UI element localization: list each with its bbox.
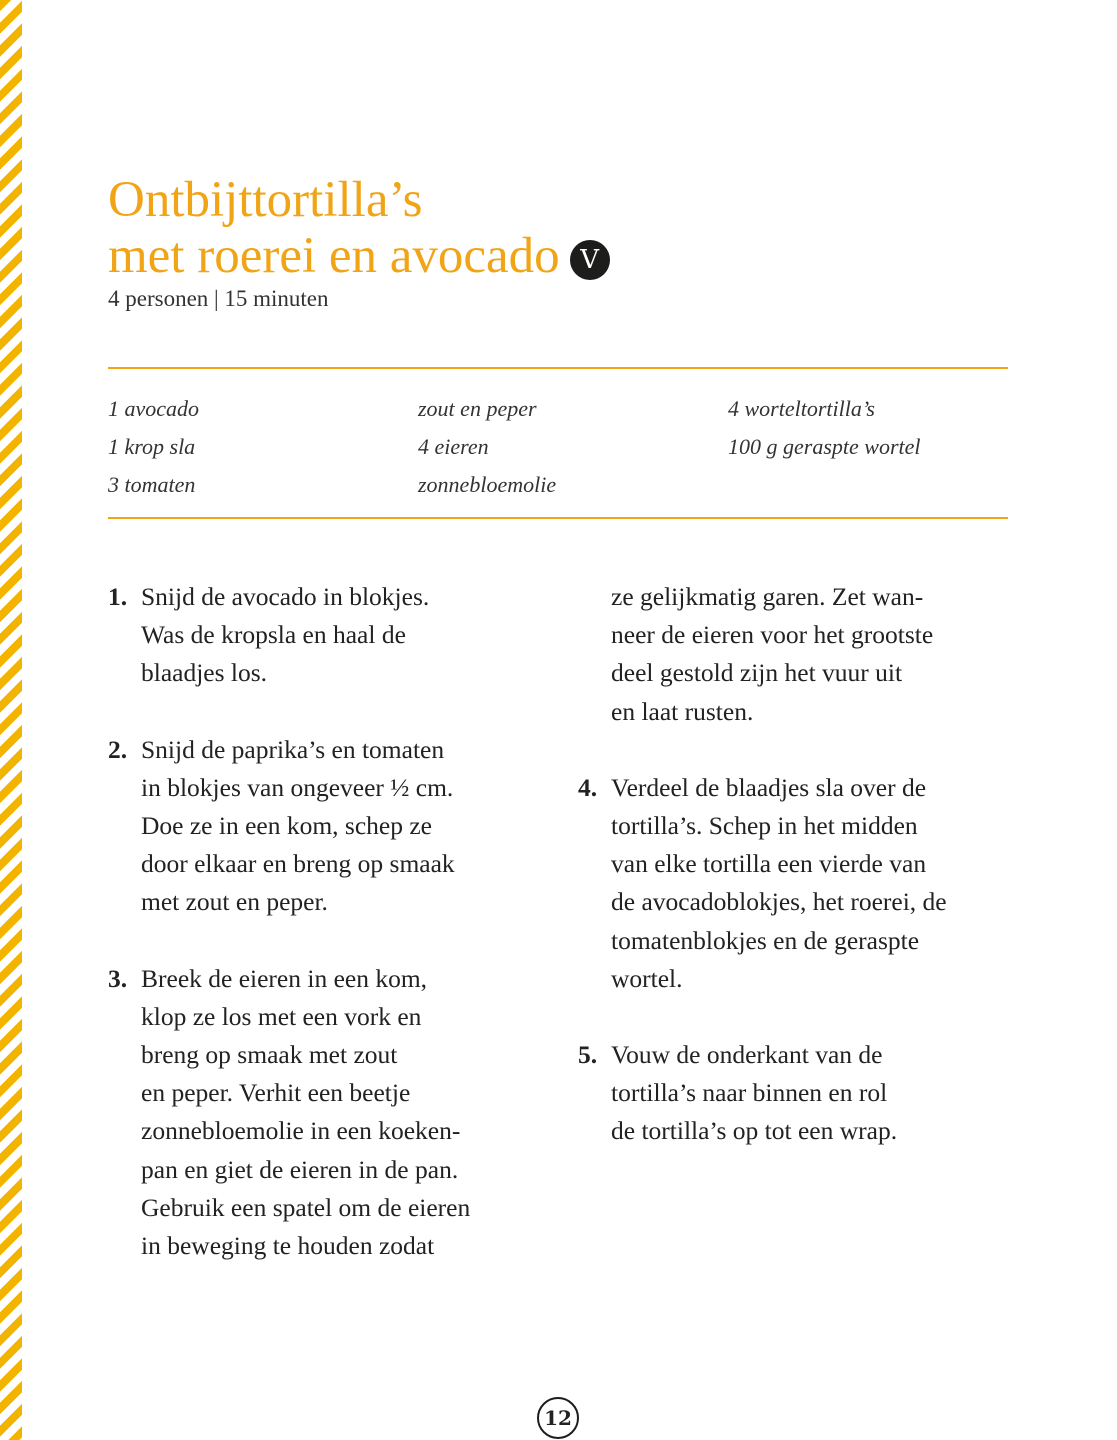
title-line-1: Ontbijttortilla’s bbox=[108, 172, 423, 228]
step-4 bbox=[578, 769, 1018, 998]
title-line-2-text: met roerei en avocado bbox=[108, 228, 560, 284]
step-3-continued bbox=[611, 578, 1018, 731]
ingredient-item: 4 worteltortilla’s bbox=[728, 396, 875, 421]
ingredients-column-1 bbox=[108, 390, 199, 504]
step-line: Snijd de avocado in blokjes. bbox=[141, 582, 430, 611]
step-line: tomatenblokjes en de geraspte bbox=[611, 925, 920, 955]
recipe-title bbox=[108, 172, 1008, 284]
step-line: deel gestold zijn het vuur uit bbox=[611, 658, 903, 688]
step-text bbox=[141, 960, 548, 1266]
step-line: in blokjes van ongeveer ½ cm. bbox=[141, 772, 454, 802]
step-line: Verdeel de blaadjes sla over de bbox=[611, 772, 927, 802]
divider-bottom bbox=[108, 517, 1008, 519]
step-line: breng op smaak met zout bbox=[141, 1040, 398, 1070]
step-number: 2. bbox=[108, 734, 128, 764]
step-text bbox=[141, 731, 548, 922]
step-2 bbox=[108, 731, 548, 922]
step-line: wortel. bbox=[611, 963, 683, 993]
ingredient-item: 4 eieren bbox=[418, 434, 489, 459]
step-line: met zout en peper. bbox=[141, 887, 328, 917]
ingredients-column-3 bbox=[728, 390, 921, 466]
step-text bbox=[611, 769, 1018, 998]
ingredient-item: zout en peper bbox=[418, 396, 537, 421]
ingredient-item: 1 avocado bbox=[108, 396, 200, 421]
step-line: door elkaar en breng op smaak bbox=[141, 849, 455, 879]
step-line: in beweging te houden zodat bbox=[141, 1231, 435, 1261]
step-line: van elke tortilla een vierde van bbox=[611, 849, 927, 879]
step-5 bbox=[578, 1036, 1018, 1151]
step-line: Snijd de paprika’s en tomaten bbox=[141, 734, 445, 764]
decorative-stripe-border bbox=[0, 0, 22, 1440]
steps-column-left bbox=[108, 578, 548, 1303]
page-number: 12 bbox=[537, 1397, 579, 1439]
step-line: de tortilla’s op tot een wrap. bbox=[611, 1116, 898, 1146]
ingredient-item: 3 tomaten bbox=[108, 472, 196, 497]
vegetarian-badge-icon: V bbox=[570, 240, 610, 280]
step-line: Breek de eieren in een kom, bbox=[141, 963, 428, 993]
step-line: tortilla’s. Schep in het midden bbox=[611, 811, 918, 841]
step-line: Vouw de onderkant van de bbox=[611, 1040, 883, 1070]
step-number: 1. bbox=[108, 582, 128, 611]
title-line-2 bbox=[108, 228, 1008, 284]
recipe-meta: 4 personen | 15 minuten bbox=[108, 286, 329, 311]
ingredient-item: zonnebloemolie bbox=[418, 472, 557, 497]
step-text bbox=[141, 578, 548, 693]
ingredient-item: 100 g geraspte wortel bbox=[728, 434, 921, 459]
steps-column-right bbox=[578, 578, 1018, 1189]
step-number: 3. bbox=[108, 963, 128, 993]
step-line: pan en giet de eieren in de pan. bbox=[141, 1154, 459, 1184]
divider-top bbox=[108, 367, 1008, 369]
step-line: blaadjes los. bbox=[141, 658, 268, 688]
step-1 bbox=[108, 578, 548, 693]
step-3 bbox=[108, 960, 548, 1266]
step-number: 4. bbox=[578, 772, 598, 802]
step-line: Doe ze in een kom, schep ze bbox=[141, 811, 432, 841]
step-line: en peper. Verhit een beetje bbox=[141, 1078, 411, 1108]
ingredient-item: 1 krop sla bbox=[108, 434, 196, 459]
step-line: ze gelijkmatig garen. Zet wan- bbox=[611, 582, 924, 611]
step-line: klop ze los met een vork en bbox=[141, 1001, 422, 1031]
step-line: tortilla’s naar binnen en rol bbox=[611, 1078, 888, 1108]
step-line: zonnebloemolie in een koeken- bbox=[141, 1116, 461, 1146]
step-line: Was de kropsla en haal de bbox=[141, 620, 406, 650]
ingredients-column-2 bbox=[418, 390, 556, 504]
step-number: 5. bbox=[578, 1040, 598, 1070]
step-text bbox=[611, 1036, 1018, 1151]
step-line: Gebruik een spatel om de eieren bbox=[141, 1192, 471, 1222]
step-line: en laat rusten. bbox=[611, 696, 754, 726]
step-line: de avocadoblokjes, het roerei, de bbox=[611, 887, 947, 917]
step-line: neer de eieren voor het grootste bbox=[611, 620, 934, 650]
